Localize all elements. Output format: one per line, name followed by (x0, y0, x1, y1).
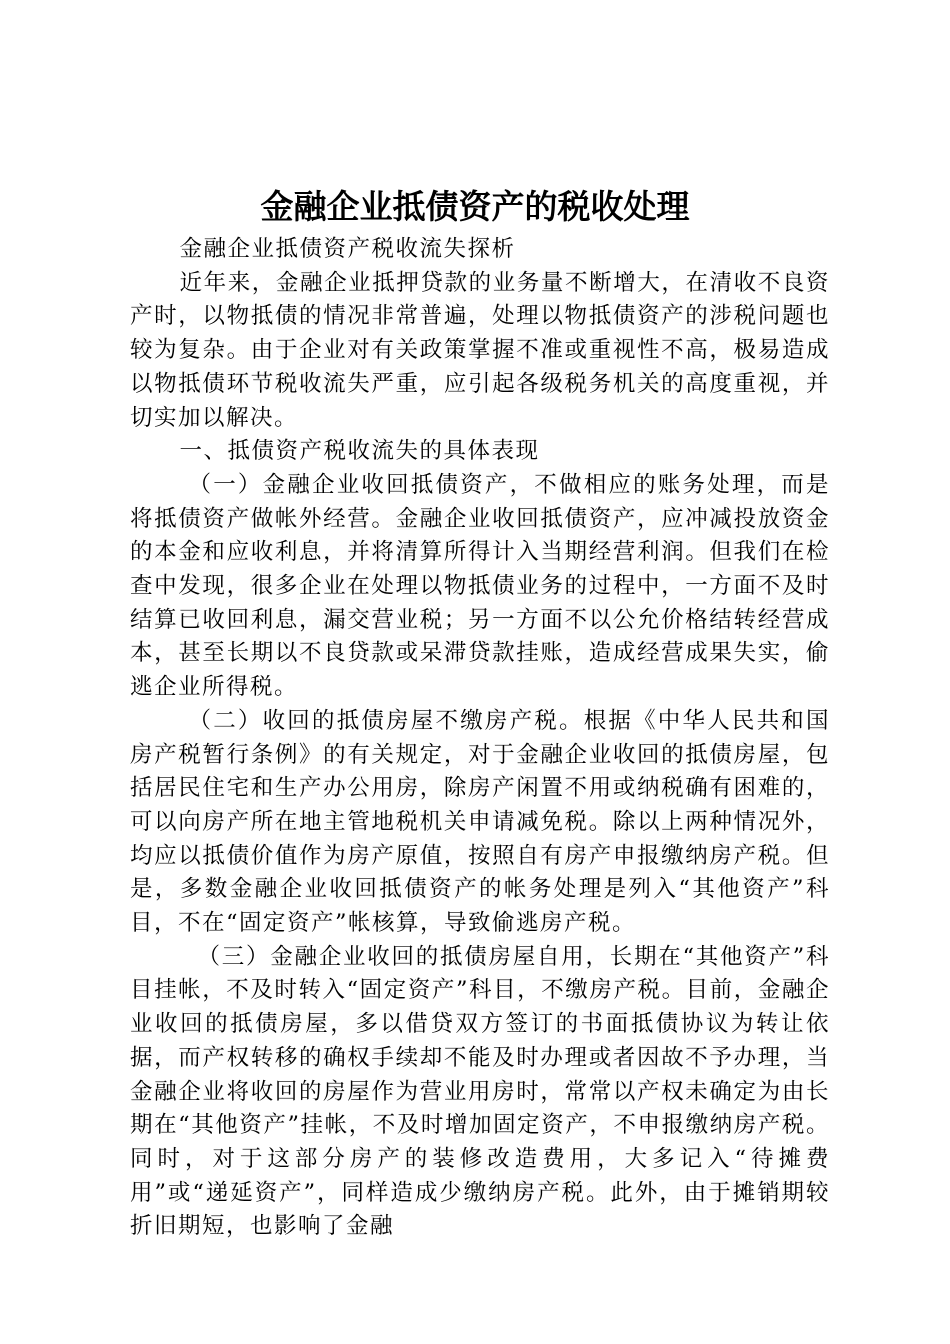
body-paragraph-1: （一）金融企业收回抵债资产，不做相应的账务处理，而是将抵债资产做帐外经营。金融企业收回抵债资产，应冲减投放资金的本金和应收利息，并将清算所得计入当期经营利润。但我们在检查中发现，很多企业在处理以物抵债业务的过程中，一方面不及时结算已收回利息，漏交营业税；另一方面不以公允价格结转经营成本，甚至长期以不良贷款或呆滞贷款挂账，造成经营成果失实，偷逃企业所得税。 (130, 471, 830, 701)
body-paragraph-3: （三）金融企业收回的抵债房屋自用，长期在“其他资产”科目挂帐，不及时转入“固定资产”科目，不缴房产税。目前，金融企业收回的抵债房屋，多以借贷双方签订的书面抵债协议为转让依据，而产权转移的确权手续却不能及时办理或者因故不予办理，当金融企业将收回的房屋作为营业用房时，常常以产权未确定为由长期在“其他资产”挂帐，不及时增加固定资产，不申报缴纳房产税。同时，对于这部分房产的装修改造费用，大多记入“待摊费用”或“递延资产”，同样造成少缴纳房产税。此外，由于摊销期较折旧期短，也影响了金融 (130, 943, 830, 1240)
body-paragraph-2: （二）收回的抵债房屋不缴房产税。根据《中华人民共和国房产税暂行条例》的有关规定，对于金融企业收回的抵债房屋，包括居民住宅和生产办公用房，除房产闲置不用或纳税确有困难的，可以向房产所在地主管地税机关申请减免税。除以上两种情况外，均应以抵债价值作为房产原值，按照自有房产申报缴纳房产税。但是，多数金融企业收回抵债资产的帐务处理是列入“其他资产”科目，不在“固定资产”帐核算，导致偷逃房产税。 (130, 707, 830, 937)
section-heading: 一、抵债资产税收流失的具体表现 (179, 438, 540, 465)
subtitle-paragraph: 金融企业抵债资产税收流失探析 (179, 236, 516, 262)
intro-paragraph: 近年来，金融企业抵押贷款的业务量不断增大，在清收不良资产时，以物抵债的情况非常普遍，处理以物抵债资产的涉税问题也较为复杂。由于企业对有关政策掌握不准或重视性不高，极易造成以物抵债环节税收流失严重，应引起各级税务机关的高度重视，并切实加以解决。 (130, 269, 830, 431)
document-body (130, 233, 830, 1244)
document-title: 金融企业抵债资产的税收处理 (260, 187, 690, 226)
